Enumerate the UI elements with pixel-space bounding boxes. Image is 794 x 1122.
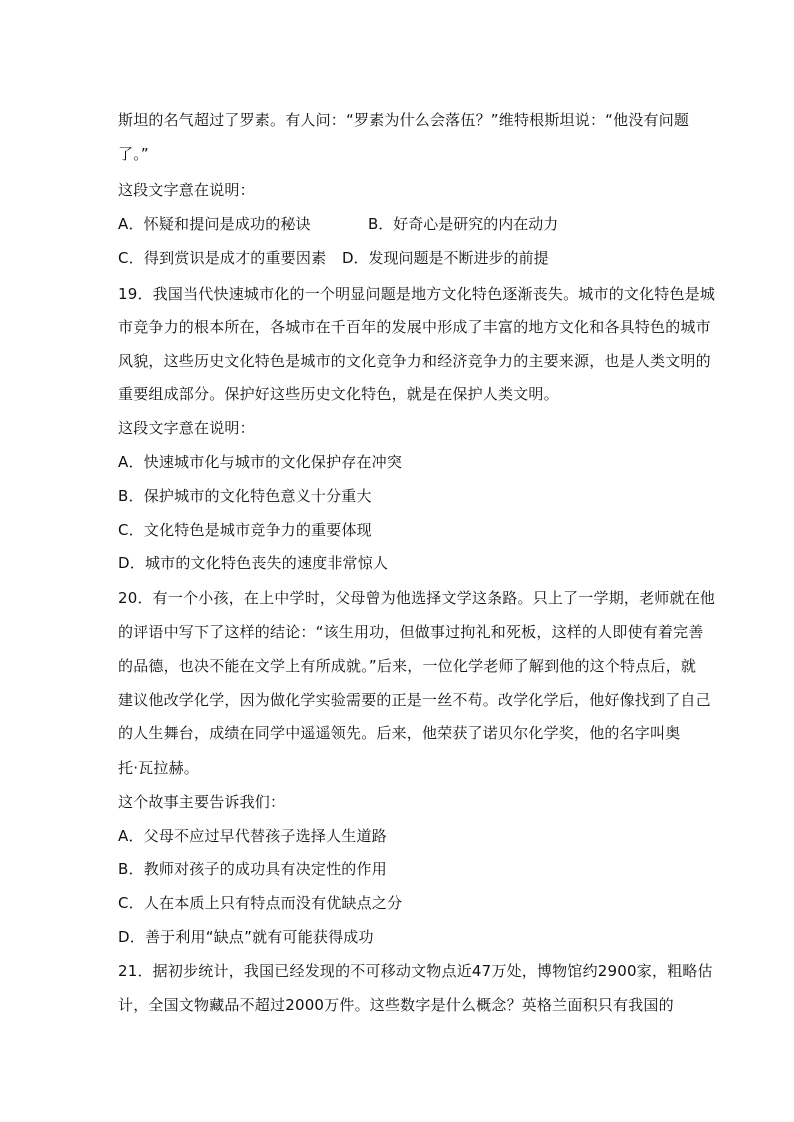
q18-text-line-2: 了。” [118,145,149,163]
q19-text-line-3: 风貌，这些历史文化特色是城市的文化竞争力和经济竞争力的主要来源，也是人类文明的 [118,352,711,370]
q18-option-b: B．好奇心是研究的内在动力 [368,215,559,233]
q19-option-c: C．文化特色是城市竞争力的重要体现 [118,521,372,539]
q19-option-b: B．保护城市的文化特色意义十分重大 [118,487,372,505]
q19-option-d: D．城市的文化特色丧失的速度非常惊人 [118,554,389,572]
q20-text-line-3: 的品德，也决不能在文学上有所成就。”后来，一位化学老师了解到他的这个特点后，就 [118,657,697,675]
q19-text-line-1: 19．我国当代快速城市化的一个明显问题是地方文化特色逐渐丧失。城市的文化特色是城 [118,285,716,303]
q20-prompt: 这个故事主要告诉我们： [118,793,286,811]
q20-text-line-5: 的人生舞台，成绩在同学中遥遥领先。后来，他荣获了诺贝尔化学奖，他的名字叫奥 [118,724,681,742]
q18-option-d: D．发现问题是不断进步的前提 [342,249,549,267]
q20-option-b: B．教师对孩子的成功具有决定性的作用 [118,860,387,878]
q20-text-line-4: 建议他改学化学，因为做化学实验需要的正是一丝不苟。改学化学后，他好像找到了自己 [118,691,711,709]
q18-option-c: C．得到赏识是成才的重要因素 [118,249,327,267]
q20-option-c: C．人在本质上只有特点而没有优缺点之分 [118,894,403,912]
q21-text-line-2: 计，全国文物藏品不超过2000万件。这些数字是什么概念？英格兰面积只有我国的 [118,996,674,1014]
q20-text-line-6: 托·瓦拉赫。 [118,759,199,777]
q19-prompt: 这段文字意在说明： [118,419,255,437]
q19-text-line-2: 市竞争力的根本所在，各城市在千百年的发展中形成了丰富的地方文化和各具特色的城市 [118,318,711,336]
q18-text-line-1: 斯坦的名气超过了罗素。有人问：“罗素为什么会落伍？”维特根斯坦说：“他没有问题 [118,111,690,129]
q21-text-line-1: 21．据初步统计，我国已经发现的不可移动文物点近47万处，博物馆约2900家，粗略估 [118,962,713,980]
q20-option-d: D．善于利用“缺点”就有可能获得成功 [118,928,374,946]
q20-text-line-2: 的评语中写下了这样的结论：“该生用功，但做事过拘礼和死板，这样的人即使有着完善 [118,623,704,641]
q19-option-a: A．快速城市化与城市的文化保护存在冲突 [118,453,403,471]
q20-text-line-1: 20．有一个小孩，在上中学时，父母曾为他选择文学这条路。只上了一学期，老师就在他 [118,589,716,607]
q19-text-line-4: 重要组成部分。保护好这些历史文化特色，就是在保护人类文明。 [118,385,559,403]
q20-option-a: A．父母不应过早代替孩子选择人生道路 [118,827,387,845]
q18-prompt: 这段文字意在说明： [118,181,255,199]
q18-option-a: A．怀疑和提问是成功的秘诀 [118,215,311,233]
